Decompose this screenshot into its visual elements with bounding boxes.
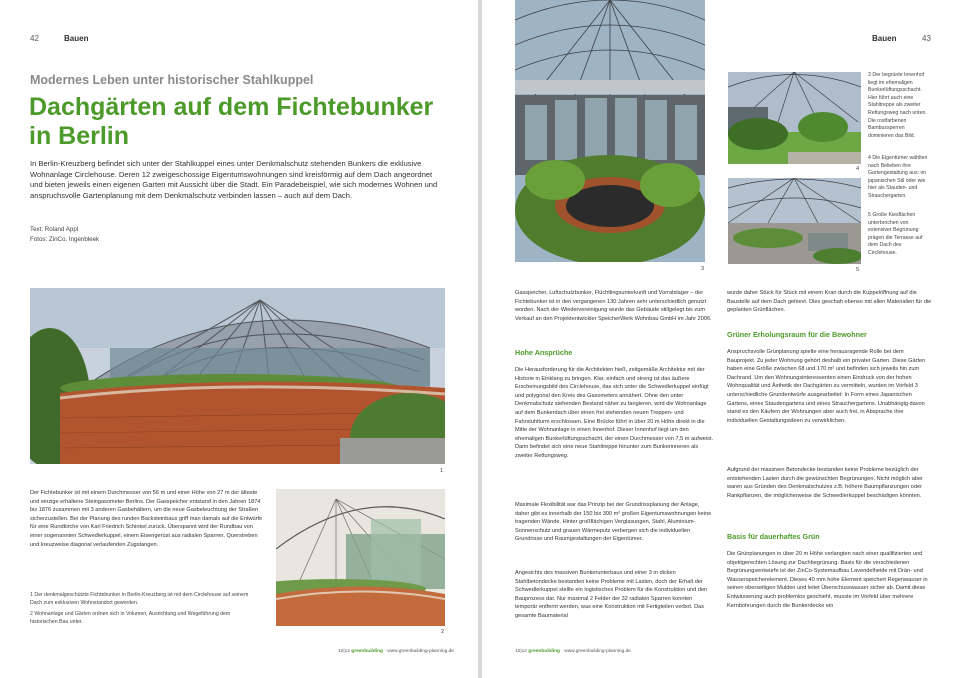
credit-photos: Fotos: ZinCo, Ingenbleek xyxy=(30,236,100,243)
body-col2-basis: Die Grünplanungen in über 20 m Höhe verlangten nach einer qualifizierten und objektgerechten Lösung zur Dachbegrünung. Basis für die verschiedenen Begrünungsentwürfe ist der ZinCo-Systemaufbau Lavendelheide mit Drän- und Wasserspeicherelement. Dieses 40 mm hohe Element speichert Regenwasser in seinen oberseitigen Mulden und leitet Überschusswasser sicher ab. Damit diese Entwässerung auch problemlos geschieht, musste im Vorfeld über mehrere Kernbohrungen durch die Bunkerdecke ein xyxy=(727,551,928,609)
body-col1-hohe: Die Herausforderung für die Architekten hieß, zeitgemäße Architektur mit der Historie in Einklang zu bringen. Klar, einfach und streng ist das äußere Erscheinungsbild des Circlehouse, das sich unter die Schwedlerkuppel einfügt und polygonal den Kreis des Gasometers annähert. Ohne den unter Denkmalschutz stehenden Bestand näher zu tangieren, wird die Wohnanlage auf dem Bunkerdach über einen frei stehenden neuen Treppen- und Fahrstuhlturm erschlossen. Eine Brücke führt in über 20 m Höhe direkt in die Mitte der Wohnanlage in einen Innenhof. Dieser Innenhof liegt um den ehemaligen Bunkerlüftungsschacht, der einen Durchmesser von 7,5 m aufweist. Darin befindet sich eine neue Stahltreppe hinunter zum Bunkerinneren als zweiter Rettungsweg. xyxy=(515,367,714,459)
figure-number-5: 5 xyxy=(856,267,860,273)
footer-url: · www.greenbuilding-planning.de xyxy=(384,649,454,654)
body-col2-intro: wurde daher Stück für Stück mit einem Kran durch die Kuppelöffnung auf die Baustelle auf dem Dach gehievt. Dies geschah ebenso mit allen Materialien für die geplanten Grünflächen. xyxy=(727,290,932,314)
footer-brand: greenbuilding xyxy=(351,649,383,654)
photo-garden-shrubs-image xyxy=(728,72,861,164)
photo-circlehouse-rendering-image xyxy=(276,489,445,626)
photo-gravel-terrace-image xyxy=(728,178,861,264)
footer-url: · www.greenbuilding-planning.de xyxy=(561,649,631,654)
section-label: Bauen xyxy=(64,34,89,43)
footer-issue: 12|12 xyxy=(338,649,350,654)
heading-basis-dauerhaftes-gruen: Basis für dauerhaftes Grün xyxy=(727,532,820,541)
photo-garden-shrubs xyxy=(728,72,861,164)
photo-circlehouse-rendering xyxy=(276,489,445,626)
photo-gravel-terrace xyxy=(728,178,861,264)
photo-fichtebunker-dome-image xyxy=(30,288,445,464)
page-footer-left xyxy=(338,649,454,654)
article-headline: Dachgärten auf dem Fichtebunker in Berlin xyxy=(29,93,434,150)
left-page xyxy=(0,0,478,678)
figure-number-3: 3 xyxy=(701,266,705,272)
figure-number-4: 4 xyxy=(856,166,860,172)
photo-fichtebunker-dome xyxy=(30,288,445,464)
body-text-left: Der Fichtebunker ist mit einem Durchmesser von 56 m und einer Höhe von 27 m der älteste und einzige erhaltene Steingasometer Berlins. Der Gasspeicher entstand in den Jahren 1874 bis 1876 zusammen mit 3 anderen Gasbehältern, um die neue Gasbeleuchtung der Straßen sicherzustellen. Bei der Planung des runden Backsteinbaus griff man damals auf die Entwürfe für eine Rundkirche von Karl Friedrich Schinkel zurück. Überspannt wird der Rundbau von einer sogenannten Schwedlerkuppel, einem Eisengerüst aus radialen Sparren, Querstreben und kreuzweise diagonal verlaufenden Zugstangen. xyxy=(30,490,263,548)
heading-gruener-erholungsraum: Grüner Erholungsraum für die Bewohner xyxy=(727,330,867,339)
credit-text: Text: Roland Appl xyxy=(30,226,79,233)
section-label: Bauen xyxy=(872,34,897,43)
page-number: 42 xyxy=(30,34,39,43)
footer-issue: 12|12 xyxy=(515,649,527,654)
article-kicker: Modernes Leben unter historischer Stahlkuppel xyxy=(30,73,314,87)
body-col2-beton: Aufgrund der massiven Betondecke bestanden keine Probleme bezüglich der entstehenden Lasten durch die gewünschten Begrünungen. Nicht möglich aber waren aus Gründen des Denkmalschutzes z.B. höhere Baumpflanzungen oder Rankpflanzen, die möglicherweise die Schwedlerkuppel beschädigen könnten. xyxy=(727,467,923,499)
heading-hohe-ansprueche: Hohe Ansprüche xyxy=(515,348,573,357)
figure-number-1: 1 xyxy=(440,468,444,474)
caption-4: 4 Die Eigentümer wählten nach Belieben ihre Gartengestaltung aus: im japanischen Stil oder wie hier als Stauden- und Strauchergarten. xyxy=(868,155,928,199)
footer-brand: greenbuilding xyxy=(528,649,560,654)
page-number: 43 xyxy=(922,34,931,43)
page-footer-right xyxy=(515,649,631,654)
caption-1: 1 Der denkmalgeschützte Fichtebunker in Berlin-Kreuzberg ist mit dem Circlehouse auf seinem Dach zum exklusiven Wohnstandort geworden. xyxy=(30,592,249,606)
photo-inner-courtyard xyxy=(515,0,705,262)
caption-5: 5 Große Kiesflächen unterbrochen von extensiver Begrünung prägen die Terrasse auf dem Dach des Circlehouse. xyxy=(868,212,923,256)
right-page xyxy=(482,0,960,678)
caption-2: 2 Wohnanlage und Gärten ordnen sich in Volumen, Ausrichtung und Wegeführung dem historischen Bau unter. xyxy=(30,611,231,625)
body-col1-intro: Gasspeicher, Luftschutzbunker, Flüchtlingsunterkunft und Vorratslager – der Fichtebunker ist in den vergangenen 130 Jahren sehr unterschiedlich genutzt worden. Nach der Wiedervereinigung wurde das Gebäude stillgelegt bis zum Verkauf an den Projektentwickler SpeicherWerk Wohnbau GmbH im Jahr 2006. xyxy=(515,290,712,322)
body-col2-gruen: Anspruchsvolle Grünplanung spielte eine herausragende Rolle bei dem Bauprojekt. Zu jeder Wohnung gehört deshalb ein privater Garten. Diese Gärten haben eine Größe zwischen 68 und 170 m² und befinden sich jeweils hin zum Dachrand. Um den Wohnungsinteressenten einen Eindruck von der hohen Wohnqualität und Ästhetik der Dachgärten zu vermitteln, wurden im Vorfeld 3 unterschiedliche Grundentwürfe ausgearbeitet: In Form eines Japanischen Gartens, eines Staudengartens und eines Strauchergartens. Unabhängig davon stand es den Käufern der Wohnungen aber auch frei, in Absprache ihre individuellen Gestaltungsideen zu verwirklichen. xyxy=(727,349,926,424)
body-col1-last: Angesichts des massiven Bunkerunterbaus und einer 3 m dicken Stahlbetondecke bestanden keine Probleme mit Lasten, doch der Erhalt der Schwedlerkuppel stellte ein logistisches Problem für die Konstruktion und den Bauprozess dar. Nur maximal 2 Felder der 32 radialen Sparren konnten temporär entfernt werden, was eine Konstruktion mit Fertigteilen verbot. Das gesamte Baumaterial xyxy=(515,570,708,619)
caption-3: 3 Der begrünte Innenhof liegt im ehemaligen Bunkerlüftungsschacht. Hier führt auch eine Stahltreppe als zweiter Rettungsweg nach unten. Die rostfarbenen Bambussperren dominieren das Bild. xyxy=(868,72,927,139)
photo-inner-courtyard-image xyxy=(515,0,705,262)
body-col1-flex: Maximale Flexibilität war das Prinzip bei der Grundrissplanung der Anlage, daher gibt es innerhalb der 150 bis 300 m² großen Eigentumswohnungen keine tragenden Wände. Hinter großflächigen Verglasungen, Stahl, Aluminium-Sonnenschutz und grauen Wärmeputz verbergen sich die individuellen Grundrisse und Raumgestaltungen der Eigentümer. xyxy=(515,502,712,543)
article-lead: In Berlin-Kreuzberg befindet sich unter der Stahlkuppel eines unter Denkmalschutz stehenden Bunkers die exklusive Wohnanlage Circlehouse. Deren 12 zweigeschossige Eigentumswohnungen sind kreisförmig auf dem Dach angeordnet und bieten jeweils einen eigenen Garten mit Aussicht über die Stadt. Ein Paradebeispiel, wie sich modernes Wohnen und anspruchsvolle Gartenplanung mit dem Denkmalschutz verbinden lassen – auch auf dem Dach. xyxy=(30,159,438,200)
figure-number-2: 2 xyxy=(441,629,445,635)
